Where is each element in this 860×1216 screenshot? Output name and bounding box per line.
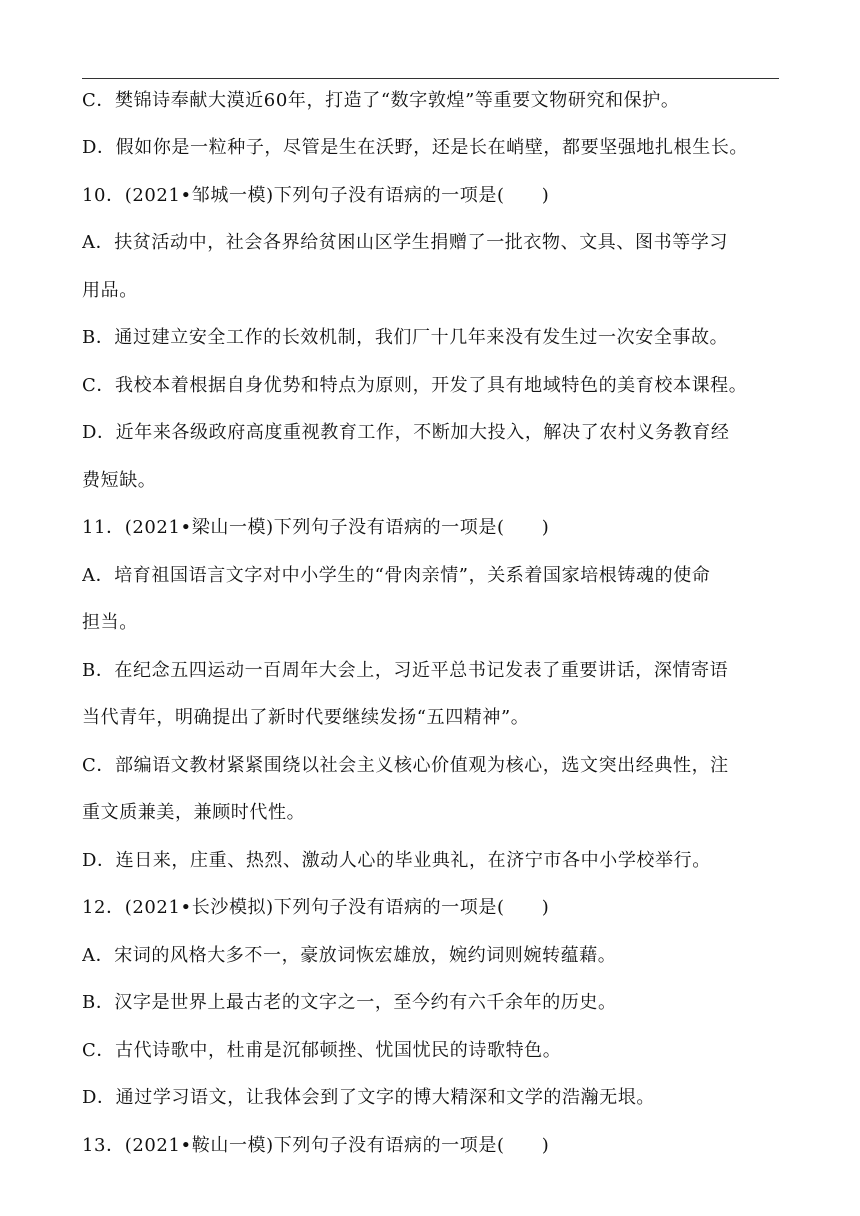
- option-b-q10: B．通过建立安全工作的长效机制，我们厂十几年来没有发生过一次安全事故。: [82, 327, 729, 348]
- option-a-q10: A．扶贫活动中，社会各界给贫困山区学生捐赠了一批衣物、文具、图书等学习: [82, 232, 728, 253]
- header-rule: [82, 78, 779, 79]
- option-a-q10-cont: 用品。: [82, 280, 138, 301]
- option-d-q12: D．通过学习语文，让我体会到了文字的博大精深和文学的浩瀚无垠。: [82, 1087, 656, 1108]
- option-c-q11: C．部编语文教材紧紧围绕以社会主义核心价值观为核心，选文突出经典性，注: [82, 755, 729, 776]
- option-b-q11-cont: 当代青年，明确提出了新时代要继续发扬“五四精神”。: [82, 707, 530, 728]
- option-d-q9: D．假如你是一粒种子，尽管是生在沃野，还是长在峭壁，都要坚强地扎根生长。: [82, 137, 749, 158]
- option-a-q11: A．培育祖国语言文字对中小学生的“骨肉亲情”，关系着国家培根铸魂的使命: [82, 565, 711, 586]
- option-d-q10: D．近年来各级政府高度重视教育工作，不断加大投入，解决了农村义务教育经: [82, 422, 730, 443]
- option-a-q12: A．宋词的风格大多不一，豪放词恢宏雄放，婉约词则婉转蕴藉。: [82, 945, 617, 966]
- option-a-q11-cont: 担当。: [82, 612, 138, 633]
- question-13-stem: 13．(2021•鞍山一模)下列句子没有语病的一项是( ): [82, 1135, 550, 1156]
- option-d-q10-cont: 费短缺。: [82, 470, 157, 491]
- option-c-q12: C．古代诗歌中，杜甫是沉郁顿挫、忧国忧民的诗歌特色。: [82, 1040, 562, 1061]
- option-c-q10: C．我校本着根据自身优势和特点为原则，开发了具有地域特色的美育校本课程。: [82, 375, 748, 396]
- option-d-q11: D．连日来，庄重、热烈、激动人心的毕业典礼，在济宁市各中小学校举行。: [82, 850, 711, 871]
- option-c-q9: C．樊锦诗奉献大漠近60年，打造了“数字敦煌”等重要文物研究和保护。: [82, 90, 680, 111]
- option-b-q12: B．汉字是世界上最古老的文字之一，至今约有六千余年的历史。: [82, 992, 617, 1013]
- option-b-q11: B．在纪念五四运动一百周年大会上，习近平总书记发表了重要讲话，深情寄语: [82, 660, 729, 681]
- question-12-stem: 12．(2021•长沙模拟)下列句子没有语病的一项是( ): [82, 897, 550, 918]
- question-10-stem: 10．(2021•邹城一模)下列句子没有语病的一项是( ): [82, 185, 550, 206]
- question-11-stem: 11．(2021•梁山一模)下列句子没有语病的一项是( ): [82, 517, 550, 538]
- option-c-q11-cont: 重文质兼美，兼顾时代性。: [82, 802, 306, 823]
